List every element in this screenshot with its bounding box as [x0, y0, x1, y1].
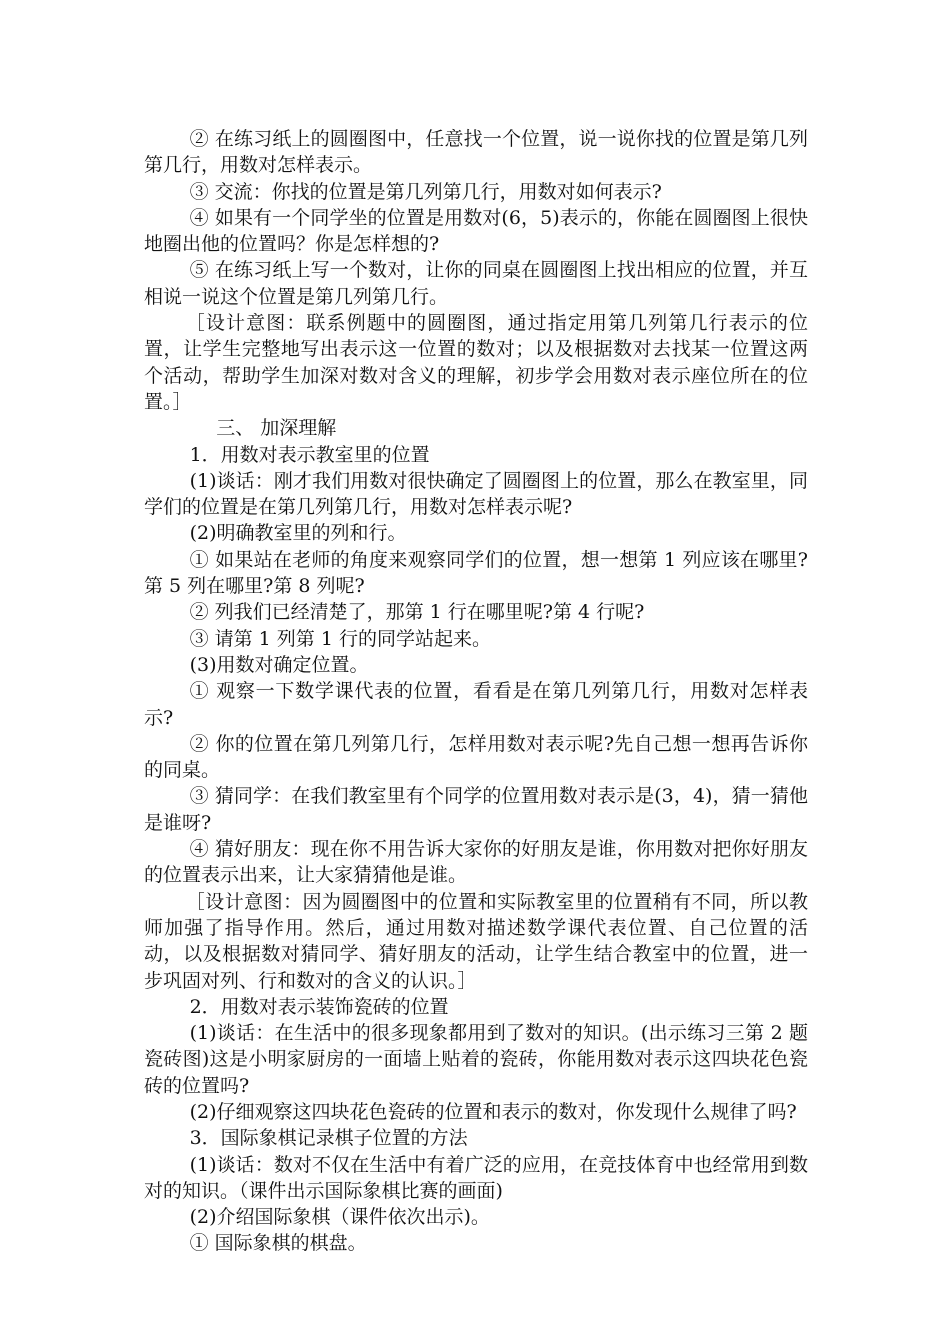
paragraph: (2)介绍国际象棋（课件依次出示)。	[189, 1206, 490, 1229]
paragraph: ② 在练习纸上的圆圈图中，任意找一个位置，说一说你找的位置是第几列第几行，用数对怎样表示。	[144, 128, 808, 177]
paragraph: ① 观察一下数学课代表的位置，看看是在第几列第几行，用数对怎样表示?	[144, 680, 808, 729]
paragraph: ② 你的位置在第几列第几行，怎样用数对表示呢?先自己想一想再告诉你的同桌。	[144, 732, 808, 782]
paragraph: ① 国际象棋的棋盘。	[189, 1232, 367, 1255]
document-page	[144, 126, 808, 1257]
paragraph: (3)用数对确定位置。	[189, 653, 369, 676]
paragraph: ① 如果站在老师的角度来观察同学们的位置，想一想第 1 列应该在哪里?第 5 列在哪里?第 8 列呢?	[144, 548, 808, 598]
paragraph: ④ 如果有一个同学坐的位置是用数对(6，5)表示的，你能在圆圈图上很快地圈出他的位置吗？你是怎样想的?	[144, 206, 808, 256]
paragraph: (2)明确教室里的列和行。	[189, 522, 407, 545]
paragraph: ② 列我们已经清楚了，那第 1 行在哪里呢?第 4 行呢?	[189, 601, 645, 624]
paragraph: (1)谈话：在生活中的很多现象都用到了数对的知识。(出示练习三第 2 题瓷砖图)这是小明家厨房的一面墙上贴着的瓷砖，你能用数对表示这四块花色瓷砖的位置吗?	[144, 1022, 808, 1097]
paragraph: (1)谈话：刚才我们用数对很快确定了圆圈图上的位置，那么在教室里，同学们的位置是在第几列第几行，用数对怎样表示呢?	[144, 469, 808, 519]
paragraph: ④ 猜好朋友：现在你不用告诉大家你的好朋友是谁，你用数对把你好朋友的位置表示出来，让大家猜猜他是谁。	[144, 838, 808, 887]
design-intent-note: ［设计意图：联系例题中的圆圈图，通过指定用第几列第几行表示的位置，让学生完整地写出表示这一位置的数对；以及根据数对去找某一位置这两个活动，帮助学生加深对数对含义的理解，初步学会用数对表示座位所在的位置。］	[144, 312, 808, 413]
paragraph: ③ 交流：你找的位置是第几列第几行，用数对如何表示?	[189, 180, 662, 203]
paragraph: ③ 猜同学：在我们教室里有个同学的位置用数对表示是(3，4)，猜一猜他是谁呀?	[144, 785, 808, 834]
paragraph: ③ 请第 1 列第 1 行的同学站起来。	[189, 627, 491, 650]
design-intent-note: ［设计意图：因为圆圈图中的位置和实际教室里的位置稍有不同，所以教师加强了指导作用。然后，通过用数对描述数学课代表位置、自己位置的活动，以及根据数对猜同学、猜好朋友的活动，让学生结合教室中的位置，进一步巩固对列、行和数对的含义的认识。］	[144, 890, 808, 992]
subsection-heading: 2．用数对表示装饰瓷砖的位置	[189, 995, 449, 1018]
subsection-heading: 1．用数对表示教室里的位置	[189, 443, 430, 466]
subsection-heading: 3．国际象棋记录棋子位置的方法	[189, 1127, 468, 1150]
paragraph: ⑤ 在练习纸上写一个数对，让你的同桌在圆圈图上找出相应的位置，并互相说一说这个位置是第几列第几行。	[144, 259, 808, 308]
paragraph: (1)谈话：数对不仅在生活中有着广泛的应用，在竞技体育中也经常用到数对的知识。（课件出示国际象棋比赛的画面)	[144, 1153, 808, 1202]
paragraph: (2)仔细观察这四块花色瓷砖的位置和表示的数对，你发现什么规律了吗?	[189, 1100, 797, 1123]
section-heading: 三、 加深理解	[216, 417, 337, 440]
